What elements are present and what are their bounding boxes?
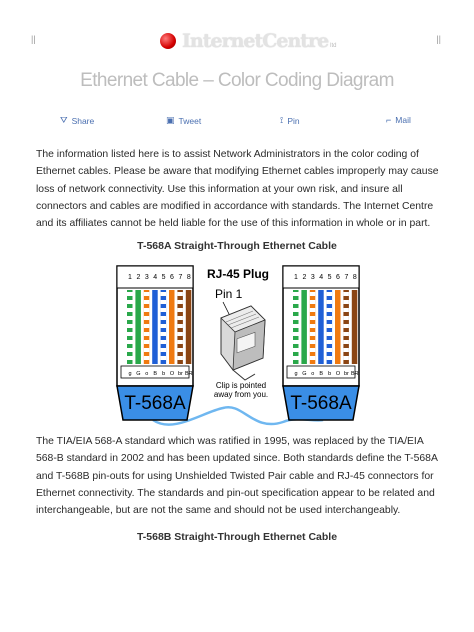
wire-stripe — [343, 292, 349, 296]
wire-stripe — [144, 340, 150, 344]
wire-stripe — [327, 324, 333, 328]
wire-code: BR — [184, 371, 193, 377]
wire-stripe — [161, 356, 167, 360]
tweet-button[interactable] — [166, 115, 201, 126]
wire-stripe — [310, 348, 316, 352]
top-bar — [0, 0, 474, 64]
wire-stripe — [161, 308, 167, 312]
wire-stripe — [144, 348, 150, 352]
wire-stripe — [127, 308, 133, 312]
wire-stripe — [293, 348, 299, 352]
pin-number: 6 — [336, 274, 340, 281]
mail-button[interactable] — [386, 115, 411, 125]
wire-stripe — [127, 332, 133, 336]
wire-code: B — [153, 371, 158, 377]
wire-code: g — [128, 371, 132, 377]
wire-code: o — [311, 371, 315, 377]
wire-stripe — [343, 308, 349, 312]
twitter-icon: ▣ — [166, 115, 175, 125]
wire-stripe — [177, 348, 183, 352]
wire-stripe — [177, 316, 183, 320]
mail-icon: ⌐ — [386, 115, 392, 125]
wire-code: G — [136, 371, 141, 377]
plug-title: RJ-45 Plug — [206, 267, 270, 281]
pin-number: 6 — [170, 274, 174, 281]
wire — [335, 290, 341, 364]
wire-code: O — [335, 371, 341, 377]
search-icon[interactable]: || — [436, 34, 441, 44]
clip-note-line-1: Clip is pointed — [215, 381, 267, 390]
share-button[interactable] — [60, 115, 94, 126]
wire — [352, 290, 358, 364]
pin-number: 2 — [136, 274, 141, 281]
wire-stripe — [144, 324, 150, 328]
share-label: Share — [71, 115, 95, 126]
wire-stripe — [327, 308, 333, 312]
clip-note-line-2: away from you. — [213, 390, 269, 399]
wire-stripe — [161, 324, 167, 328]
wire-code: BR — [350, 371, 359, 377]
pin-number: 5 — [327, 274, 332, 281]
logo-sub: ltd — [330, 43, 337, 49]
wire-stripe — [177, 332, 183, 336]
pin-button[interactable] — [280, 115, 300, 126]
wire-stripe — [144, 332, 150, 336]
wire-stripe — [177, 324, 183, 328]
pin-number: 3 — [144, 274, 149, 281]
wire-stripe — [327, 300, 333, 304]
wire-stripe — [144, 300, 150, 304]
wire-code: O — [169, 371, 175, 377]
page-title: Ethernet Cable – Color Coding Diagram — [80, 70, 394, 91]
wire — [169, 290, 175, 364]
pin-number: 1 — [294, 274, 298, 281]
wire-stripe — [327, 340, 333, 344]
wire-stripe — [343, 356, 349, 360]
wire-stripe — [310, 316, 316, 320]
wire-stripe — [127, 300, 133, 304]
menu-icon[interactable]: || — [31, 34, 36, 44]
wire-stripe — [310, 356, 316, 360]
pin-number: 7 — [178, 274, 183, 281]
wire — [135, 290, 141, 364]
pin-number: 2 — [302, 274, 307, 281]
wire-stripe — [343, 348, 349, 352]
pin-number: 4 — [319, 274, 324, 281]
pin-number: 1 — [128, 274, 132, 281]
wire-stripe — [293, 340, 299, 344]
right-connector — [283, 266, 359, 420]
wire-code: B — [319, 371, 324, 377]
wire-stripe — [127, 292, 133, 296]
wire-stripe — [343, 332, 349, 336]
wire-stripe — [293, 356, 299, 360]
wire-stripe — [127, 316, 133, 320]
wire-stripe — [161, 292, 167, 296]
share-bar — [0, 115, 474, 129]
wire-code: br — [177, 371, 183, 377]
wire-stripe — [177, 340, 183, 344]
wire-code: G — [302, 371, 307, 377]
wire-stripe — [327, 292, 333, 296]
pin-number: 7 — [344, 274, 349, 281]
logo-text: InternetCentre — [182, 30, 329, 52]
wire-stripe — [127, 340, 133, 344]
left-standard-label: T-568A — [124, 393, 186, 414]
wire-stripe — [293, 308, 299, 312]
wire-stripe — [177, 292, 183, 296]
wire-code: g — [294, 371, 298, 377]
wire-stripe — [161, 348, 167, 352]
wire-stripe — [293, 300, 299, 304]
wire-code: br — [343, 371, 349, 377]
wire-stripe — [177, 300, 183, 304]
wire-code: b — [328, 371, 332, 377]
t568b-heading: T-568B Straight-Through Ethernet Cable — [136, 531, 338, 543]
logo-ball-icon — [160, 33, 176, 49]
pin-number: 8 — [186, 274, 191, 281]
wire-stripe — [327, 332, 333, 336]
t568a-heading: T-568A Straight-Through Ethernet Cable — [137, 240, 337, 252]
wire-stripe — [310, 324, 316, 328]
wire — [318, 290, 324, 364]
pin-icon: ⟟ — [280, 115, 284, 125]
pin-number: 5 — [161, 274, 166, 281]
wire-stripe — [327, 356, 333, 360]
wire-stripe — [161, 340, 167, 344]
t568a-diagram — [113, 262, 363, 432]
rj45-wiring-svg — [113, 262, 363, 432]
site-logo[interactable] — [160, 30, 337, 52]
wire-stripe — [127, 356, 133, 360]
wire-stripe — [343, 324, 349, 328]
wire-stripe — [343, 316, 349, 320]
wire-stripe — [177, 308, 183, 312]
wire — [186, 290, 192, 364]
wire-stripe — [327, 316, 333, 320]
wire-stripe — [310, 292, 316, 296]
mail-label: Mail — [395, 115, 411, 125]
wire-stripe — [310, 340, 316, 344]
wire-stripe — [293, 292, 299, 296]
pin-number: 4 — [153, 274, 158, 281]
wire-code: o — [145, 371, 149, 377]
wire-stripe — [144, 316, 150, 320]
wire-stripe — [161, 316, 167, 320]
left-connector — [117, 266, 193, 420]
wire-stripe — [327, 348, 333, 352]
wire-stripe — [177, 356, 183, 360]
right-standard-label: T-568A — [290, 393, 352, 414]
wire-stripe — [144, 308, 150, 312]
wire-stripe — [293, 332, 299, 336]
wire-stripe — [144, 356, 150, 360]
wire-stripe — [293, 324, 299, 328]
wire-stripe — [310, 308, 316, 312]
tweet-label: Tweet — [178, 115, 202, 126]
wire-stripe — [127, 348, 133, 352]
wire-stripe — [310, 332, 316, 336]
wire-stripe — [310, 300, 316, 304]
share-icon: ⛛ — [60, 115, 68, 125]
plug-drawing — [221, 306, 265, 380]
wire-stripe — [127, 324, 133, 328]
wire-stripe — [161, 300, 167, 304]
standards-paragraph: The TIA/EIA 568-A standard which was ratified in 1995, was replaced by the TIA/EIA 568-B standard in 2002 and has been updated since. Both standards define the T-568A and T-568B pin-outs for using Unshielded Twisted Pair cable and RJ-45 connectors for Ethernet connectivity. The standards and pin-out specification appear to be related and interchangeable, but are not the same and should not be used interchangeably. — [36, 436, 438, 517]
pin-label: Pin — [287, 115, 300, 126]
wire — [301, 290, 307, 364]
pin-number: 3 — [310, 274, 315, 281]
pin-number: 8 — [352, 274, 357, 281]
wire-stripe — [343, 340, 349, 344]
intro-paragraph: The information listed here is to assist Network Administrators in the color coding of Ethernet cables. Please be aware that modifying Ethernet cables improperly may cause loss of network connectivity. Use this information at your own risk, and insure all connectors and cables are modified in accordance with standards. The Internet Centre and its affiliates cannot be held liable for the use of this information in whole or in part. — [36, 149, 439, 230]
wire-stripe — [293, 316, 299, 320]
wire-stripe — [343, 300, 349, 304]
pin-1-label: Pin 1 — [215, 287, 243, 301]
wire-code: b — [162, 371, 166, 377]
wire-stripe — [144, 292, 150, 296]
wire — [152, 290, 158, 364]
wire-stripe — [161, 332, 167, 336]
